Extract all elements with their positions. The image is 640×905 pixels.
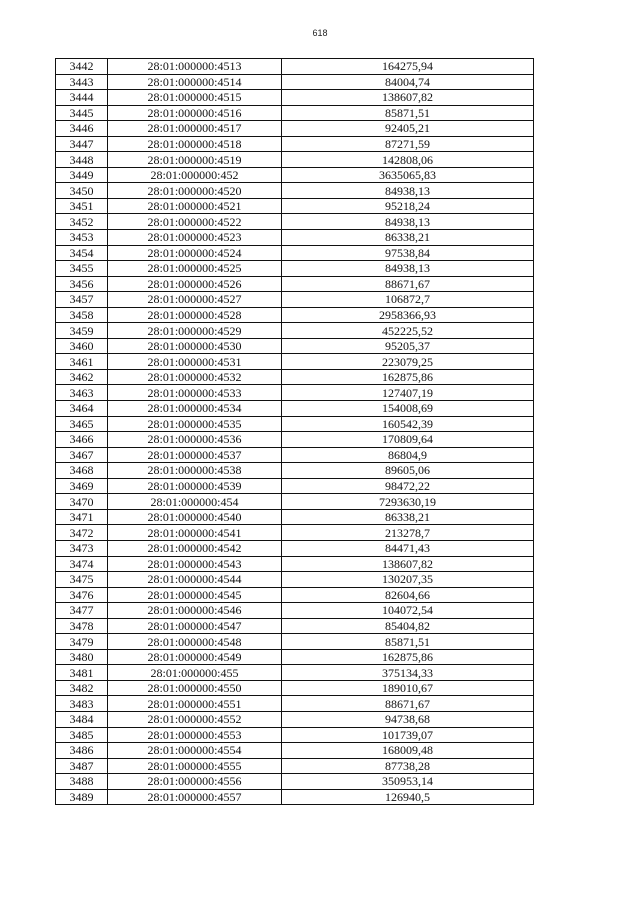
- cadastral-number-cell: 28:01:000000:4548: [108, 634, 282, 650]
- value-cell: 138607,82: [282, 90, 534, 106]
- value-cell: 127407,19: [282, 385, 534, 401]
- cadastral-number-cell: 28:01:000000:4521: [108, 198, 282, 214]
- row-number-cell: 3454: [56, 245, 108, 261]
- table-row: [56, 587, 534, 603]
- table-row: [56, 634, 534, 650]
- cadastral-number-cell: 28:01:000000:4529: [108, 323, 282, 339]
- value-cell: 97538,84: [282, 245, 534, 261]
- value-cell: 162875,86: [282, 369, 534, 385]
- row-number-cell: 3480: [56, 649, 108, 665]
- row-number-cell: 3478: [56, 618, 108, 634]
- row-number-cell: 3479: [56, 634, 108, 650]
- table-row: [56, 105, 534, 121]
- row-number-cell: 3459: [56, 323, 108, 339]
- value-cell: 86338,21: [282, 509, 534, 525]
- row-number-cell: 3465: [56, 416, 108, 432]
- table-row: [56, 74, 534, 90]
- cadastral-number-cell: 28:01:000000:4552: [108, 711, 282, 727]
- table-row: [56, 292, 534, 308]
- cadastral-number-cell: 28:01:000000:4532: [108, 369, 282, 385]
- value-cell: 170809,64: [282, 432, 534, 448]
- value-cell: 85871,51: [282, 634, 534, 650]
- table-row: [56, 167, 534, 183]
- table-row: [56, 494, 534, 510]
- table-row: [56, 245, 534, 261]
- table-row: [56, 665, 534, 681]
- row-number-cell: 3467: [56, 447, 108, 463]
- cadastral-number-cell: 28:01:000000:4546: [108, 603, 282, 619]
- cadastral-number-cell: 28:01:000000:4526: [108, 276, 282, 292]
- value-cell: 86338,21: [282, 230, 534, 246]
- page-number: 618: [312, 28, 328, 38]
- row-number-cell: 3474: [56, 556, 108, 572]
- row-number-cell: 3481: [56, 665, 108, 681]
- cadastral-number-cell: 28:01:000000:4524: [108, 245, 282, 261]
- value-cell: 154008,69: [282, 401, 534, 417]
- value-cell: 142808,06: [282, 152, 534, 168]
- table-row: [56, 509, 534, 525]
- table-row: [56, 416, 534, 432]
- cadastral-number-cell: 28:01:000000:4535: [108, 416, 282, 432]
- table-row: [56, 774, 534, 790]
- cadastral-number-cell: 28:01:000000:4553: [108, 727, 282, 743]
- cadastral-number-cell: 28:01:000000:4513: [108, 59, 282, 75]
- cadastral-number-cell: 28:01:000000:4520: [108, 183, 282, 199]
- row-number-cell: 3456: [56, 276, 108, 292]
- row-number-cell: 3451: [56, 198, 108, 214]
- value-cell: 84004,74: [282, 74, 534, 90]
- cadastral-number-cell: 28:01:000000:4539: [108, 478, 282, 494]
- table-row: [56, 540, 534, 556]
- row-number-cell: 3472: [56, 525, 108, 541]
- table-row: [56, 214, 534, 230]
- cadastral-number-cell: 28:01:000000:4547: [108, 618, 282, 634]
- cadastral-number-cell: 28:01:000000:4519: [108, 152, 282, 168]
- table-row: [56, 603, 534, 619]
- value-cell: 164275,94: [282, 59, 534, 75]
- value-cell: 87738,28: [282, 758, 534, 774]
- cadastral-number-cell: 28:01:000000:4531: [108, 354, 282, 370]
- row-number-cell: 3473: [56, 540, 108, 556]
- cadastral-number-cell: 28:01:000000:4550: [108, 680, 282, 696]
- table-row: [56, 369, 534, 385]
- table-row: [56, 478, 534, 494]
- table-row: [56, 121, 534, 137]
- row-number-cell: 3449: [56, 167, 108, 183]
- table-row: [56, 276, 534, 292]
- table-row: [56, 649, 534, 665]
- row-number-cell: 3484: [56, 711, 108, 727]
- table-row: [56, 90, 534, 106]
- value-cell: 88671,67: [282, 696, 534, 712]
- cadastral-number-cell: 28:01:000000:4536: [108, 432, 282, 448]
- table-row: [56, 789, 534, 805]
- cadastral-number-cell: 28:01:000000:4515: [108, 90, 282, 106]
- row-number-cell: 3458: [56, 307, 108, 323]
- table-row: [56, 743, 534, 759]
- row-number-cell: 3464: [56, 401, 108, 417]
- row-number-cell: 3452: [56, 214, 108, 230]
- row-number-cell: 3486: [56, 743, 108, 759]
- value-cell: 223079,25: [282, 354, 534, 370]
- cadastral-number-cell: 28:01:000000:452: [108, 167, 282, 183]
- row-number-cell: 3485: [56, 727, 108, 743]
- table-row: [56, 758, 534, 774]
- cadastral-number-cell: 28:01:000000:4541: [108, 525, 282, 541]
- value-cell: 7293630,19: [282, 494, 534, 510]
- table-row: [56, 136, 534, 152]
- row-number-cell: 3455: [56, 261, 108, 277]
- row-number-cell: 3462: [56, 369, 108, 385]
- row-number-cell: 3466: [56, 432, 108, 448]
- value-cell: 138607,82: [282, 556, 534, 572]
- cadastral-number-cell: 28:01:000000:4545: [108, 587, 282, 603]
- table-row: [56, 711, 534, 727]
- row-number-cell: 3447: [56, 136, 108, 152]
- value-cell: 168009,48: [282, 743, 534, 759]
- row-number-cell: 3463: [56, 385, 108, 401]
- cadastral-number-cell: 28:01:000000:4542: [108, 540, 282, 556]
- cadastral-number-cell: 28:01:000000:4538: [108, 463, 282, 479]
- row-number-cell: 3469: [56, 478, 108, 494]
- value-cell: 213278,7: [282, 525, 534, 541]
- value-cell: 350953,14: [282, 774, 534, 790]
- cadastral-number-cell: 28:01:000000:4534: [108, 401, 282, 417]
- cadastral-number-cell: 28:01:000000:4554: [108, 743, 282, 759]
- value-cell: 375134,33: [282, 665, 534, 681]
- value-cell: 84938,13: [282, 261, 534, 277]
- value-cell: 3635065,83: [282, 167, 534, 183]
- cadastral-number-cell: 28:01:000000:454: [108, 494, 282, 510]
- value-cell: 84938,13: [282, 214, 534, 230]
- table-row: [56, 198, 534, 214]
- cadastral-number-cell: 28:01:000000:4549: [108, 649, 282, 665]
- table-row: [56, 463, 534, 479]
- table-row: [56, 680, 534, 696]
- cadastral-number-cell: 28:01:000000:4530: [108, 338, 282, 354]
- table-row: [56, 556, 534, 572]
- table-row: [56, 727, 534, 743]
- cadastral-number-cell: 28:01:000000:4523: [108, 230, 282, 246]
- cadastral-table-body: [56, 59, 534, 805]
- value-cell: 130207,35: [282, 572, 534, 588]
- cadastral-number-cell: 28:01:000000:4556: [108, 774, 282, 790]
- table-row: [56, 618, 534, 634]
- row-number-cell: 3476: [56, 587, 108, 603]
- value-cell: 106872,7: [282, 292, 534, 308]
- cadastral-number-cell: 28:01:000000:4555: [108, 758, 282, 774]
- row-number-cell: 3443: [56, 74, 108, 90]
- row-number-cell: 3442: [56, 59, 108, 75]
- value-cell: 82604,66: [282, 587, 534, 603]
- table-row: [56, 696, 534, 712]
- table-row: [56, 183, 534, 199]
- row-number-cell: 3453: [56, 230, 108, 246]
- cadastral-number-cell: 28:01:000000:455: [108, 665, 282, 681]
- value-cell: 101739,07: [282, 727, 534, 743]
- table-row: [56, 385, 534, 401]
- row-number-cell: 3468: [56, 463, 108, 479]
- value-cell: 98472,22: [282, 478, 534, 494]
- cadastral-number-cell: 28:01:000000:4537: [108, 447, 282, 463]
- value-cell: 95218,24: [282, 198, 534, 214]
- value-cell: 89605,06: [282, 463, 534, 479]
- value-cell: 452225,52: [282, 323, 534, 339]
- row-number-cell: 3483: [56, 696, 108, 712]
- table-row: [56, 401, 534, 417]
- row-number-cell: 3475: [56, 572, 108, 588]
- row-number-cell: 3461: [56, 354, 108, 370]
- cadastral-number-cell: 28:01:000000:4551: [108, 696, 282, 712]
- table-row: [56, 432, 534, 448]
- table-row: [56, 152, 534, 168]
- row-number-cell: 3489: [56, 789, 108, 805]
- cadastral-number-cell: 28:01:000000:4516: [108, 105, 282, 121]
- row-number-cell: 3446: [56, 121, 108, 137]
- row-number-cell: 3460: [56, 338, 108, 354]
- value-cell: 84938,13: [282, 183, 534, 199]
- value-cell: 85871,51: [282, 105, 534, 121]
- cadastral-number-cell: 28:01:000000:4557: [108, 789, 282, 805]
- table-row: [56, 230, 534, 246]
- value-cell: 104072,54: [282, 603, 534, 619]
- value-cell: 162875,86: [282, 649, 534, 665]
- value-cell: 84471,43: [282, 540, 534, 556]
- table-row: [56, 59, 534, 75]
- table-row: [56, 525, 534, 541]
- table-row: [56, 323, 534, 339]
- cadastral-number-cell: 28:01:000000:4522: [108, 214, 282, 230]
- value-cell: 86804,9: [282, 447, 534, 463]
- value-cell: 95205,37: [282, 338, 534, 354]
- row-number-cell: 3482: [56, 680, 108, 696]
- cadastral-number-cell: 28:01:000000:4514: [108, 74, 282, 90]
- table-row: [56, 572, 534, 588]
- row-number-cell: 3457: [56, 292, 108, 308]
- cadastral-number-cell: 28:01:000000:4544: [108, 572, 282, 588]
- value-cell: 126940,5: [282, 789, 534, 805]
- value-cell: 92405,21: [282, 121, 534, 137]
- table-row: [56, 338, 534, 354]
- cadastral-number-cell: 28:01:000000:4540: [108, 509, 282, 525]
- row-number-cell: 3450: [56, 183, 108, 199]
- value-cell: 88671,67: [282, 276, 534, 292]
- cadastral-number-cell: 28:01:000000:4533: [108, 385, 282, 401]
- cadastral-number-cell: 28:01:000000:4517: [108, 121, 282, 137]
- cadastral-number-cell: 28:01:000000:4528: [108, 307, 282, 323]
- value-cell: 189010,67: [282, 680, 534, 696]
- value-cell: 87271,59: [282, 136, 534, 152]
- row-number-cell: 3477: [56, 603, 108, 619]
- cadastral-table: [55, 58, 534, 805]
- cadastral-number-cell: 28:01:000000:4518: [108, 136, 282, 152]
- cadastral-number-cell: 28:01:000000:4543: [108, 556, 282, 572]
- value-cell: 2958366,93: [282, 307, 534, 323]
- table-row: [56, 354, 534, 370]
- row-number-cell: 3445: [56, 105, 108, 121]
- table-row: [56, 447, 534, 463]
- cadastral-number-cell: 28:01:000000:4527: [108, 292, 282, 308]
- row-number-cell: 3488: [56, 774, 108, 790]
- row-number-cell: 3470: [56, 494, 108, 510]
- row-number-cell: 3444: [56, 90, 108, 106]
- table-row: [56, 261, 534, 277]
- value-cell: 160542,39: [282, 416, 534, 432]
- value-cell: 94738,68: [282, 711, 534, 727]
- table-row: [56, 307, 534, 323]
- row-number-cell: 3471: [56, 509, 108, 525]
- cadastral-number-cell: 28:01:000000:4525: [108, 261, 282, 277]
- row-number-cell: 3448: [56, 152, 108, 168]
- row-number-cell: 3487: [56, 758, 108, 774]
- value-cell: 85404,82: [282, 618, 534, 634]
